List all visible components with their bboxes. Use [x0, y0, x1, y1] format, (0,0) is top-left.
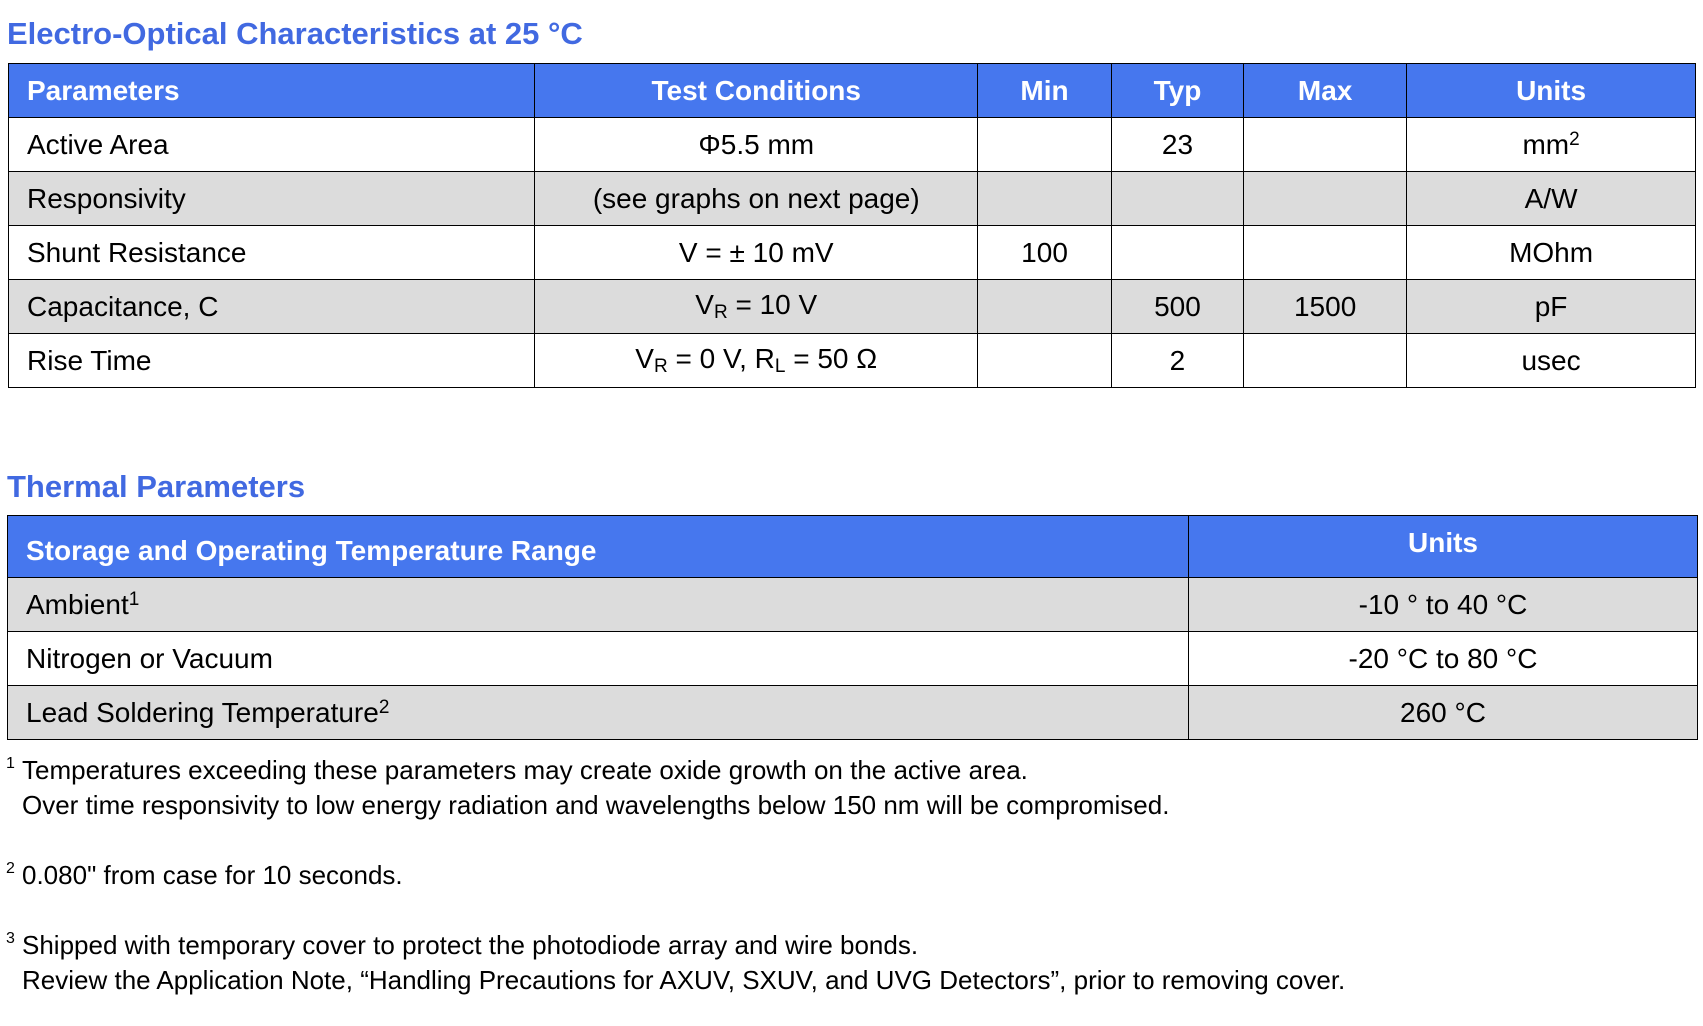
footnote-3 — [6, 921, 1686, 998]
table-row — [8, 578, 1698, 632]
condition-symbol: V — [635, 343, 654, 374]
condition-label — [8, 578, 1189, 632]
table-row — [9, 172, 1696, 226]
min-value — [978, 334, 1111, 388]
condition-text: = 0 V, R — [667, 343, 775, 374]
condition-subscript: R — [713, 302, 728, 323]
footnote-line — [6, 746, 1686, 788]
units-value — [1407, 118, 1696, 172]
condition-name: Nitrogen or Vacuum — [26, 642, 273, 674]
footnote-line — [6, 921, 1686, 963]
footnotes — [6, 746, 1686, 1026]
typ-value — [1111, 226, 1243, 280]
temperature-value: -10 ° to 40 °C — [1189, 578, 1698, 632]
table-header-row — [9, 64, 1696, 118]
min-value — [978, 118, 1111, 172]
units-value: pF — [1407, 280, 1696, 334]
max-value — [1244, 118, 1407, 172]
temperature-value: -20 °C to 80 °C — [1189, 632, 1698, 686]
footnote-reference: 2 — [378, 697, 390, 718]
footnote-text: Shipped with temporary cover to protect the photodiode array and wire bonds. — [22, 930, 919, 960]
typ-value: 500 — [1111, 280, 1243, 334]
table-row — [9, 334, 1696, 388]
typ-value: 2 — [1111, 334, 1243, 388]
units-superscript: 2 — [1569, 129, 1580, 150]
footnote-text: Temperatures exceeding these parameters may create oxide growth on the active area. — [22, 755, 1028, 785]
typ-value — [1111, 172, 1243, 226]
units-base: mm — [1522, 129, 1570, 160]
footnote-marker: 2 — [6, 860, 15, 877]
max-value: 1500 — [1244, 280, 1407, 334]
test-conditions: V = ± 10 mV — [535, 226, 978, 280]
units-value: A/W — [1407, 172, 1696, 226]
min-value: 100 — [978, 226, 1111, 280]
table-row — [9, 226, 1696, 280]
footnote-reference: 1 — [128, 589, 140, 610]
table-row — [9, 118, 1696, 172]
header-units: Units — [1189, 516, 1698, 578]
header-max: Max — [1244, 64, 1407, 118]
header-test-conditions: Test Conditions — [535, 64, 978, 118]
footnote-1 — [6, 746, 1686, 823]
condition-text: = 10 V — [727, 289, 818, 320]
footnote-line — [6, 851, 1686, 893]
header-min: Min — [978, 64, 1111, 118]
max-value — [1244, 334, 1407, 388]
electro-optical-table — [8, 63, 1696, 388]
parameter-name: Shunt Resistance — [9, 226, 535, 280]
footnote-text: 0.080" from case for 10 seconds. — [22, 860, 403, 890]
condition-label — [8, 686, 1189, 740]
table-row — [8, 632, 1698, 686]
condition-subscript: L — [774, 356, 786, 377]
parameter-name: Rise Time — [9, 334, 535, 388]
condition-label — [8, 632, 1189, 686]
test-conditions: Φ5.5 mm — [535, 118, 978, 172]
footnote-marker: 3 — [6, 930, 15, 947]
condition-subscript: R — [653, 356, 668, 377]
typ-value: 23 — [1111, 118, 1243, 172]
test-conditions — [535, 334, 978, 388]
header-typ: Typ — [1111, 64, 1243, 118]
test-conditions — [535, 280, 978, 334]
min-value — [978, 172, 1111, 226]
max-value — [1244, 172, 1407, 226]
condition-symbol: V — [695, 289, 714, 320]
parameter-name: Active Area — [9, 118, 535, 172]
units-value: MOhm — [1407, 226, 1696, 280]
table-row — [8, 686, 1698, 740]
header-parameters: Parameters — [9, 64, 535, 118]
footnote-2 — [6, 851, 1686, 893]
header-temperature-range: Storage and Operating Temperature Range — [8, 516, 1189, 578]
min-value — [978, 280, 1111, 334]
max-value — [1244, 226, 1407, 280]
footnote-marker: 1 — [6, 755, 15, 772]
thermal-parameters-title: Thermal Parameters — [7, 469, 306, 504]
thermal-parameters-table — [7, 515, 1698, 740]
units-value: usec — [1407, 334, 1696, 388]
test-conditions: (see graphs on next page) — [535, 172, 978, 226]
table-row — [9, 280, 1696, 334]
table-header-row — [8, 516, 1698, 578]
header-units: Units — [1407, 64, 1696, 118]
parameter-name: Capacitance, C — [9, 280, 535, 334]
parameter-name: Responsivity — [9, 172, 535, 226]
condition-text: = 50 Ω — [785, 343, 878, 374]
condition-name: Lead Soldering Temperature — [26, 697, 379, 728]
footnote-text: Review the Application Note, “Handling Precautions for AXUV, SXUV, and UVG Detectors”, prior to removing cover. — [22, 965, 1346, 995]
condition-name: Ambient — [26, 589, 129, 620]
electro-optical-title: Electro-Optical Characteristics at 25 °C — [7, 16, 583, 51]
footnote-text: Over time responsivity to low energy radiation and wavelengths below 150 nm will be compromised. — [22, 790, 1170, 820]
temperature-value: 260 °C — [1189, 686, 1698, 740]
